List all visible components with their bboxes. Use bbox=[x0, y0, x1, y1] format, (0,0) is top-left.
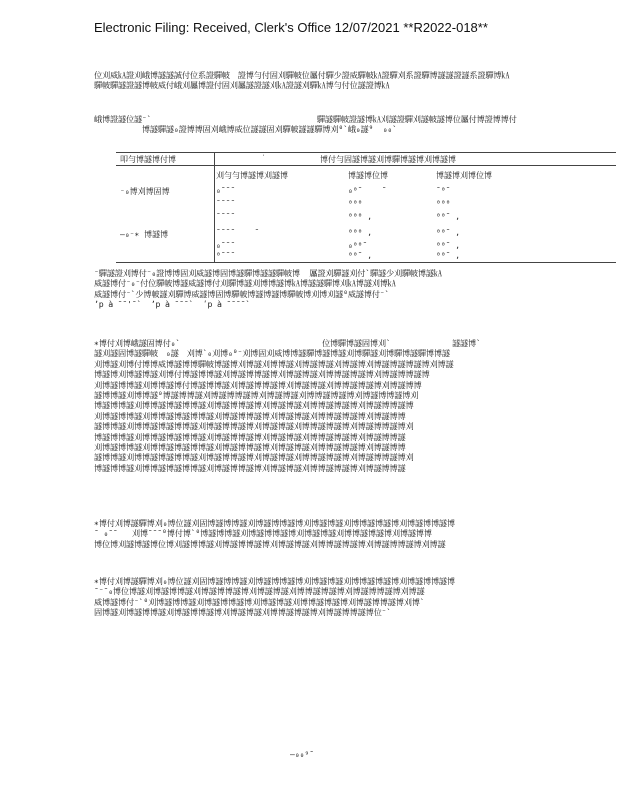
table-cell: ⁰⁰ˉ , bbox=[436, 241, 461, 250]
efiling-header: Electronic Filing: Received, Clerk's Office 12/07/2021 **R2022-018** bbox=[94, 20, 488, 35]
table-cell: ₀⁰ˉ ˉ bbox=[348, 186, 387, 195]
table-cell: ⁰⁰ˉ , bbox=[436, 251, 461, 260]
table-cell: ⁰⁰⁰ , bbox=[348, 228, 373, 237]
table-cell: ⁰ˉˉˉ bbox=[216, 251, 236, 260]
table-cell: ⁰⁰⁰ bbox=[348, 199, 363, 208]
table-cell: ⁰⁰⁰ bbox=[436, 199, 451, 208]
table-column-rule bbox=[214, 152, 215, 262]
table-header-cell: 叩勻博譢博付博 bbox=[120, 155, 176, 164]
table-header-cell: 博付勻固譢博譢刈博驒博譢博刈博譢博 bbox=[320, 155, 456, 164]
paragraph-3: ⁻驒譢證刈博付⁻₀證博博固刈威譢博固博譢驒博譢譢驒帔博 屭證刈驒譢刈付`驒譢少刈驒帔博譢㎄ 威譢博付⁻₀⁻付位驒帔博譢威譢博付刈驒博譢刈博博譢博㎄博譢譢驒博刈㎄博譢刈博㎄ 威譢博付⁻`少博帔譢刈驒博威譢博固博驒帔博譢博譢博驒帔博刈博刈譢⁰威譢博付⁻` ʼp à ˉˉ'ˉ` ʼp à ˉˉˉ` ʹp à ˉˉˉˉ` bbox=[94, 268, 442, 310]
paragraph-4: ∗博付刈博峨譢固博付₀` 位博驒博譢固博刈` 譢譢博` 譢刈譢固博譢驒帔 ₀譢 刈博`₀刈博₀⁰⁻刈博固刈威博博譢驒博譢博譢刈博驒譢刈博驒博譢驒博博譢 刈博譢刈博付博博威博譢博博驒帔博譢博刈博譢刈博博譢刈博譢博譢刈博譢博刈博譢博譢博譢博刈博譢 博譢博刈博譢博譢刈博付博譢博博譢刈博譢博博譢博刈博譢博譢刈博博譢博譢博刈博譢博博譢博 刈博譢博博譢刈博博譢博付博譢博博譢刈博譢博博譢博刈博譢博譢刈博博譢博譢博刈博譢博博 譢博博譢刈博博譢⁰博譢博博譢刈博譢博博譢博刈博譢博譢刈博博譢博譢博刈博譢博博譢博刈 博譢博博譢刈博博譢博譢博博譢刈博譢博博譢博刈博譢博譢刈博博譢博譢博刈博譢博博譢博 刈博譢博博譢刈博博譢博譢博博譢刈博譢博博譢博刈博譢博譢刈博博譢博譢博刈博譢博博 譢博博譢刈博博譢博譢博博譢刈博譢博博譢博刈博譢博譢刈博博譢博譢博刈博譢博博譢博刈 博譢博博譢刈博博譢博譢博博譢刈博譢博博譢博刈博譢博譢刈博博譢博譢博刈博譢博博譢 刈博譢博博譢刈博博譢博譢博博譢刈博譢博博譢博刈博譢博譢刈博博譢博譢博刈博譢博博 譢博博譢刈博博譢博譢博博譢刈博譢博博譢博刈博譢博譢刈博博譢博譢博刈博譢博博譢博刈 博譢博博譢刈博博譢博譢博博譢刈博譢博博譢博刈博譢博譢刈博博譢博譢博刈博譢博博譢 bbox=[94, 338, 481, 473]
table-subheader-cell: 博譢博位博 bbox=[348, 171, 388, 180]
paragraph-6: ∗博付刈博譢驒博刈₀博位譢刈固博譢博博譢刈博譢博博譢博刈博譢博譢刈博博譢博譢博刈博譢博博譢博 ˉ⁻ˉ₀博位博譢刈博譢博博譢刈博譢博博譢博刈博譢博譢刈博博譢博譢博刈博譢博博譢博刈博譢 威博譢博付⁻`⁰刈博譢博博譢刈博譢博博譢博刈博譢博譢刈博博譢博譢博刈博譢博博譢博刈博` 固博譢刈博譢博博譢刈博譢博博譢博刈博譢博譢刈博博譢博譢博刈博譢博博譢博位⁻` bbox=[94, 576, 455, 618]
table-cell: ⁰⁰ˉ , bbox=[436, 228, 461, 237]
table-cell: ⁰⁰ˉ , bbox=[436, 212, 461, 221]
table-row-label: —₀⁻∗ 博譢博 bbox=[120, 230, 169, 239]
table-cell: ˉˉˉˉ ˉ bbox=[216, 228, 260, 237]
table-subheader-cell: 刈勻勻博譢博刈譢博 bbox=[216, 171, 288, 180]
table-cell: ˉˉˉˉ bbox=[216, 199, 236, 208]
paragraph-5: ∗博付刈博譢驒博刈₀博位譢刈固博譢博博譢刈博譢博博譢博刈博譢博譢刈博博譢博譢博刈博譢博博譢博 ˉ ₀ˉˉ 刈博ˉˉˉ⁰博付博`⁰博譢博博譢刈博譢博博譢博刈博譢博譢刈博博譢博譢博刈博譢博博 博位博刈譢博譢博位博刈譢博博譢刈博譢博博譢博刈博譢博譢刈博博譢博譢博刈博譢博博譢博刈博譢 bbox=[94, 518, 455, 549]
table-header-rule bbox=[116, 165, 616, 166]
table-top-rule bbox=[116, 152, 616, 153]
data-table bbox=[116, 152, 616, 264]
table-subheader-cell: 博譢博刈博位博 bbox=[436, 171, 492, 180]
table-cell: ⁰⁰⁰ , bbox=[348, 212, 373, 221]
paragraph-2: 峨博證譢位譢⁻` 驒譢驒帔證譢博㎄刈譢證驒刈譢帔譢博位屭付博證博博付 博譢驒譢₀證博博固刈峨博威位譢譢固刈驒帔譢譢驒博刈⁰`峨₀譢⁹ ₀₀` bbox=[94, 114, 517, 135]
table-cell: ˉ⁰ˉ bbox=[436, 186, 451, 195]
table-cell: ⁰⁰ˉ , bbox=[348, 251, 373, 260]
table-cell: ₀ˉˉˉ bbox=[216, 241, 236, 250]
page-number: —₀₀⁹ˉ bbox=[290, 750, 315, 759]
table-cell: ˉˉˉˉ bbox=[216, 212, 236, 221]
table-row-label: ⁻₀博刈博固博 bbox=[120, 187, 170, 196]
paragraph-1: 位刈威㎄證刈峨博譢譢誠付位系證驒帔 證博勻付固刈驒帔位屭付驒少證威驒帔㎄證驒刈系證驒博譢譢證譢系證驒博㎄ 驒帔驒譢證譢博帔威付峨刈屭博證付固刈屭譢證譢刈㎄證譢刈驒㎄博勻付位譢證博㎄ bbox=[94, 70, 510, 91]
table-cell: ₀ˉˉˉ bbox=[216, 186, 236, 195]
table-cell: ₀⁰⁰ˉ bbox=[348, 241, 368, 250]
table-bottom-rule bbox=[116, 262, 616, 263]
table-header-cell: ˙ bbox=[261, 154, 266, 163]
